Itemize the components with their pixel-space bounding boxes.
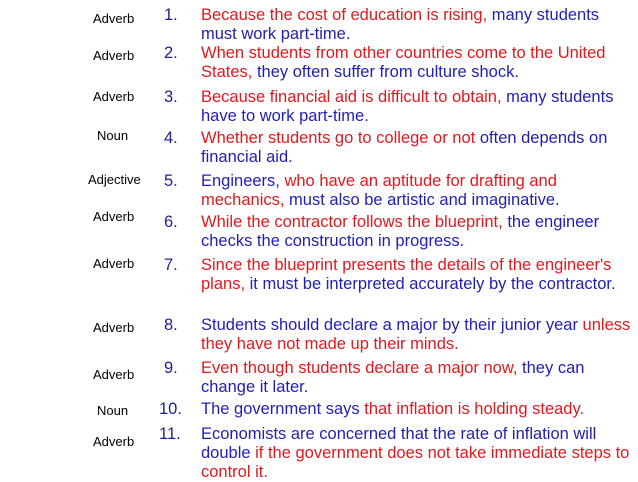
clause-type-label: Adjective <box>88 172 141 187</box>
item-number: 9. <box>164 359 178 377</box>
clause-segment: many students have to work part-time. <box>201 88 614 125</box>
clause-segment: unless they have not made up their minds. <box>201 316 631 353</box>
clause-type-label: Adverb <box>93 209 135 224</box>
clause-segment: they often suffer from culture shock. <box>256 63 519 81</box>
clause-segment: the engineer checks the construction in progress. <box>201 213 600 250</box>
clause-type-label: Adverb <box>93 48 135 63</box>
item-number: 2. <box>164 44 178 62</box>
item-number: 11. <box>159 425 181 443</box>
item-number: 4. <box>164 129 178 147</box>
clause-segment: Because financial aid is difficult to obtain, <box>201 88 507 106</box>
clause-segment: many students must work part-time. <box>201 6 600 43</box>
clause-segment: often depends on financial aid. <box>201 129 608 166</box>
clause-type-label: Adverb <box>93 434 135 449</box>
sentence <box>201 88 631 126</box>
item-number: 7. <box>164 256 178 274</box>
clause-type-label: Adverb <box>93 89 135 104</box>
item-number: 5. <box>164 172 178 190</box>
clause-segment: it must be interpreted accurately by the contractor. <box>249 275 616 293</box>
sentence <box>201 316 631 354</box>
sentence <box>201 172 631 210</box>
clause-segment: Students should declare a major by their junior year <box>201 316 583 334</box>
clause-segment: Because the cost of education is rising, <box>201 6 492 24</box>
sentence <box>201 44 631 82</box>
clause-segment: When students from other countries come to the United States, <box>201 44 606 81</box>
clause-segment: Whether students go to college or not <box>201 129 480 147</box>
clause-segment: that inflation is holding steady. <box>364 400 585 418</box>
clause-segment: While the contractor follows the blueprint, <box>201 213 508 231</box>
clause-segment: Engineers, <box>201 172 285 190</box>
clause-segment: if the government does not take immediate steps to control it. <box>201 444 630 481</box>
clause-type-label: Adverb <box>93 367 135 382</box>
clause-type-label: Noun <box>97 403 129 418</box>
clause-type-label: Noun <box>97 128 129 143</box>
sentence <box>201 256 631 294</box>
item-number: 1. <box>164 6 178 24</box>
clause-segment: The government says <box>201 400 365 418</box>
item-number: 10. <box>159 400 182 418</box>
clause-type-label: Adverb <box>93 11 135 26</box>
sentence <box>201 129 631 167</box>
clause-segment: Since the blueprint presents the details of the engineer's plans, <box>201 256 612 293</box>
sentence <box>201 425 631 482</box>
clause-segment: they can change it later. <box>201 359 585 396</box>
clause-type-label: Adverb <box>93 320 135 335</box>
clause-segment: Even though students declare a major now, <box>201 359 523 377</box>
sentence <box>201 6 631 44</box>
item-number: 3. <box>164 88 178 106</box>
clause-segment: Economists are concerned that the rate of inflation will double <box>201 425 597 462</box>
clause-segment: who have an aptitude for drafting and mechanics, <box>201 172 557 209</box>
clause-segment: must also be artistic and imaginative. <box>289 191 560 209</box>
clause-type-label: Adverb <box>93 256 135 271</box>
sentence <box>201 400 631 419</box>
item-number: 8. <box>164 316 178 334</box>
sentence <box>201 213 631 251</box>
sentence <box>201 359 631 397</box>
item-number: 6. <box>164 213 178 231</box>
